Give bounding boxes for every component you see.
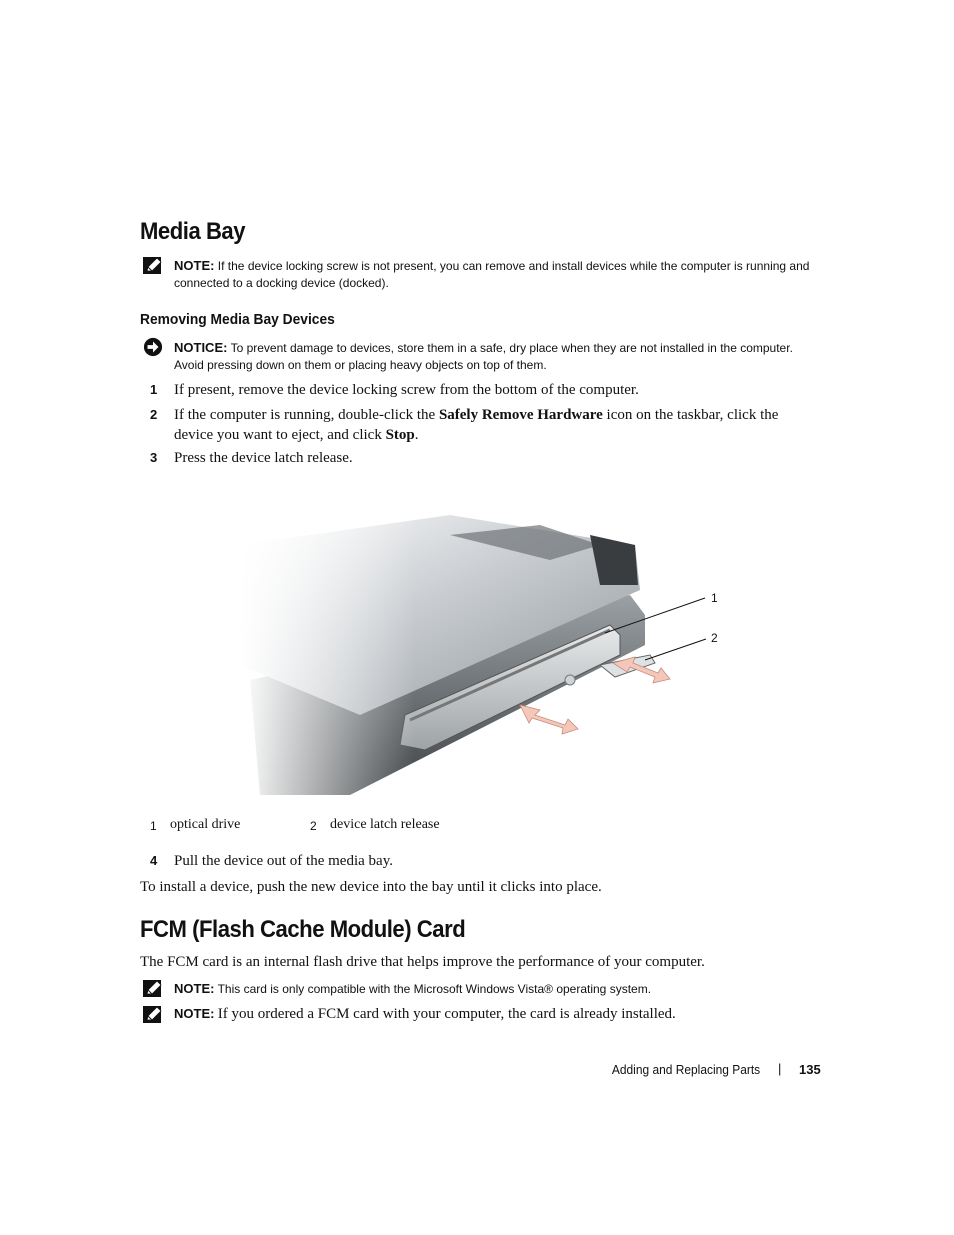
- note-label: NOTE:: [174, 258, 215, 273]
- step-text: If the computer is running, double-click the Safely Remove Hardware icon on the taskbar, click the device you want to eject, and click Stop.: [174, 407, 779, 443]
- step-text: Pull the device out of the media bay.: [174, 853, 393, 869]
- note-label: NOTE:: [174, 1006, 215, 1021]
- stop-term: Stop: [385, 427, 415, 443]
- section-title-fcm: FCM (Flash Cache Module) Card: [140, 916, 466, 943]
- legend-label: device latch release: [330, 817, 440, 832]
- note-label: NOTE:: [174, 981, 215, 996]
- step-number: 4: [150, 853, 158, 868]
- notice-label: NOTICE:: [174, 340, 228, 355]
- figure-callout-number: 1: [711, 591, 718, 605]
- note-docking: [174, 257, 814, 292]
- section-title-media-bay: Media Bay: [140, 218, 246, 245]
- notice-arrow-icon: [142, 337, 164, 357]
- step-number: 2: [150, 407, 158, 422]
- note-vista-compatibility: [174, 980, 814, 998]
- note-pencil-icon: [142, 1005, 164, 1025]
- step-number: 3: [150, 450, 158, 465]
- note-text: This card is only compatible with the Microsoft Windows Vista® operating system.: [217, 982, 652, 996]
- notice-damage: [174, 339, 814, 374]
- figure-callout-number: 2: [711, 631, 718, 645]
- media-bay-illustration: [240, 505, 740, 805]
- note-text: If the device locking screw is not present, you can remove and install devices while the computer is running and connected to a docking device (docked).: [174, 259, 810, 290]
- page-number: 135: [799, 1062, 821, 1077]
- step-text: If present, remove the device locking screw from the bottom of the computer.: [174, 382, 639, 398]
- install-paragraph: To install a device, push the new device into the bay until it clicks into place.: [140, 879, 602, 895]
- legend-number: 1: [150, 819, 157, 833]
- footer-separator: |: [778, 1061, 782, 1076]
- footer-section-name: Adding and Replacing Parts: [611, 1062, 760, 1077]
- step-number: 1: [150, 382, 158, 397]
- subsection-title: Removing Media Bay Devices: [140, 311, 335, 328]
- note-fcm-installed: [174, 1005, 814, 1023]
- safely-remove-hardware-term: Safely Remove Hardware: [438, 407, 603, 423]
- note-pencil-icon: [142, 979, 164, 999]
- legend-label: optical drive: [170, 817, 241, 832]
- step-text: Press the device latch release.: [174, 450, 353, 466]
- note-text: If you ordered a FCM card with your computer, the card is already installed.: [217, 1006, 676, 1022]
- notice-text: To prevent damage to devices, store them in a safe, dry place when they are not installed in the computer. Avoid pressing down on them or placing heavy objects on top of them.: [174, 341, 793, 372]
- note-pencil-icon: [142, 256, 164, 276]
- fcm-intro-paragraph: The FCM card is an internal flash drive that helps improve the performance of your computer.: [140, 954, 705, 970]
- legend-number: 2: [310, 819, 317, 833]
